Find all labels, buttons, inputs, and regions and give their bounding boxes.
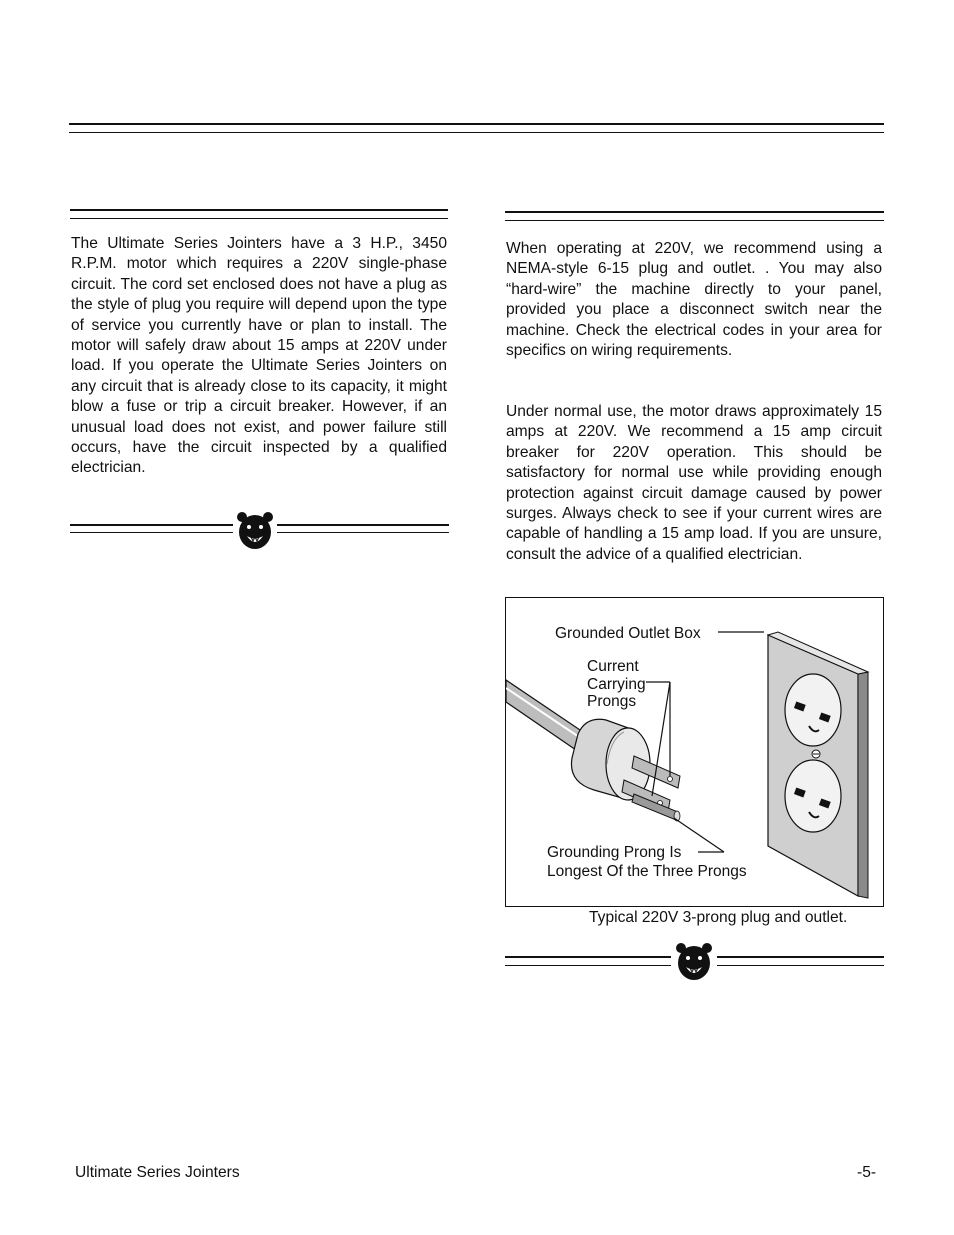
- right-body-paragraph-1: When operating at 220V, we recommend using a NEMA-style 6-15 plug and outlet. . You may also “hard-wire” the machine directly to your panel, provided you place a disconnect switch near the machine. Check the electrical codes in your area for specifics on wiring requirements.: [506, 240, 882, 360]
- label-grounded-outlet-box: Grounded Outlet Box: [555, 625, 701, 642]
- bear-head-logo-icon: [236, 510, 274, 552]
- plug-outlet-figure: [505, 597, 884, 907]
- power-cord: [506, 680, 586, 750]
- label-current-line-3: Prongs: [587, 693, 637, 710]
- label-current-line-1: Current: [587, 658, 639, 675]
- callout-leaders: [646, 632, 764, 852]
- figure-caption: Typical 220V 3-prong plug and outlet.: [589, 909, 848, 926]
- right-heading-rule-bottom: [505, 220, 884, 221]
- label-grounding-line-1: Grounding Prong Is: [547, 844, 682, 861]
- right-section-divider: [505, 941, 884, 983]
- bear-head-logo-icon: [675, 941, 713, 983]
- left-heading-rule-top: [70, 209, 448, 211]
- label-current-line-2: Carrying: [587, 676, 646, 693]
- label-grounding-line-2: Longest Of the Three Prongs: [547, 863, 747, 880]
- left-heading-rule-bottom: [70, 218, 448, 219]
- left-body-paragraph: The Ultimate Series Jointers have a 3 H.P., 3450 R.P.M. motor which requires a 220V single-phase circuit. The cord set enclosed does not have a plug as the style of plug you require will depend upon the type of service you currently have or plan to install. The motor will safely draw about 15 amps at 220V under load. If you operate the Ultimate Series Jointers on any circuit that is already close to its capacity, it might blow a fuse or trip a circuit breaker. However, if an unusual load does not exist, and power failure still occurs, have the circuit inspected by a qualified electrician.: [71, 235, 447, 477]
- header-rule-bottom: [69, 132, 884, 133]
- outlet-wall-plate: [768, 632, 868, 898]
- right-heading-rule-top: [505, 211, 884, 213]
- footer-title: Ultimate Series Jointers: [75, 1164, 240, 1181]
- left-section-divider: [70, 510, 449, 552]
- right-body-paragraph-2: Under normal use, the motor draws approximately 15 amps at 220V. We recommend a 15 amp circuit breaker for 220V operation. This should be satisfactory for normal use while providing enough protection against circuit damage caused by power surges. Always check to see if your current wires are capable of handling a 15 amp load. If you are unsure, consult the advice of a qualified electrician.: [506, 403, 882, 563]
- footer-page-number: -5-: [857, 1164, 877, 1181]
- header-rule-top: [69, 123, 884, 125]
